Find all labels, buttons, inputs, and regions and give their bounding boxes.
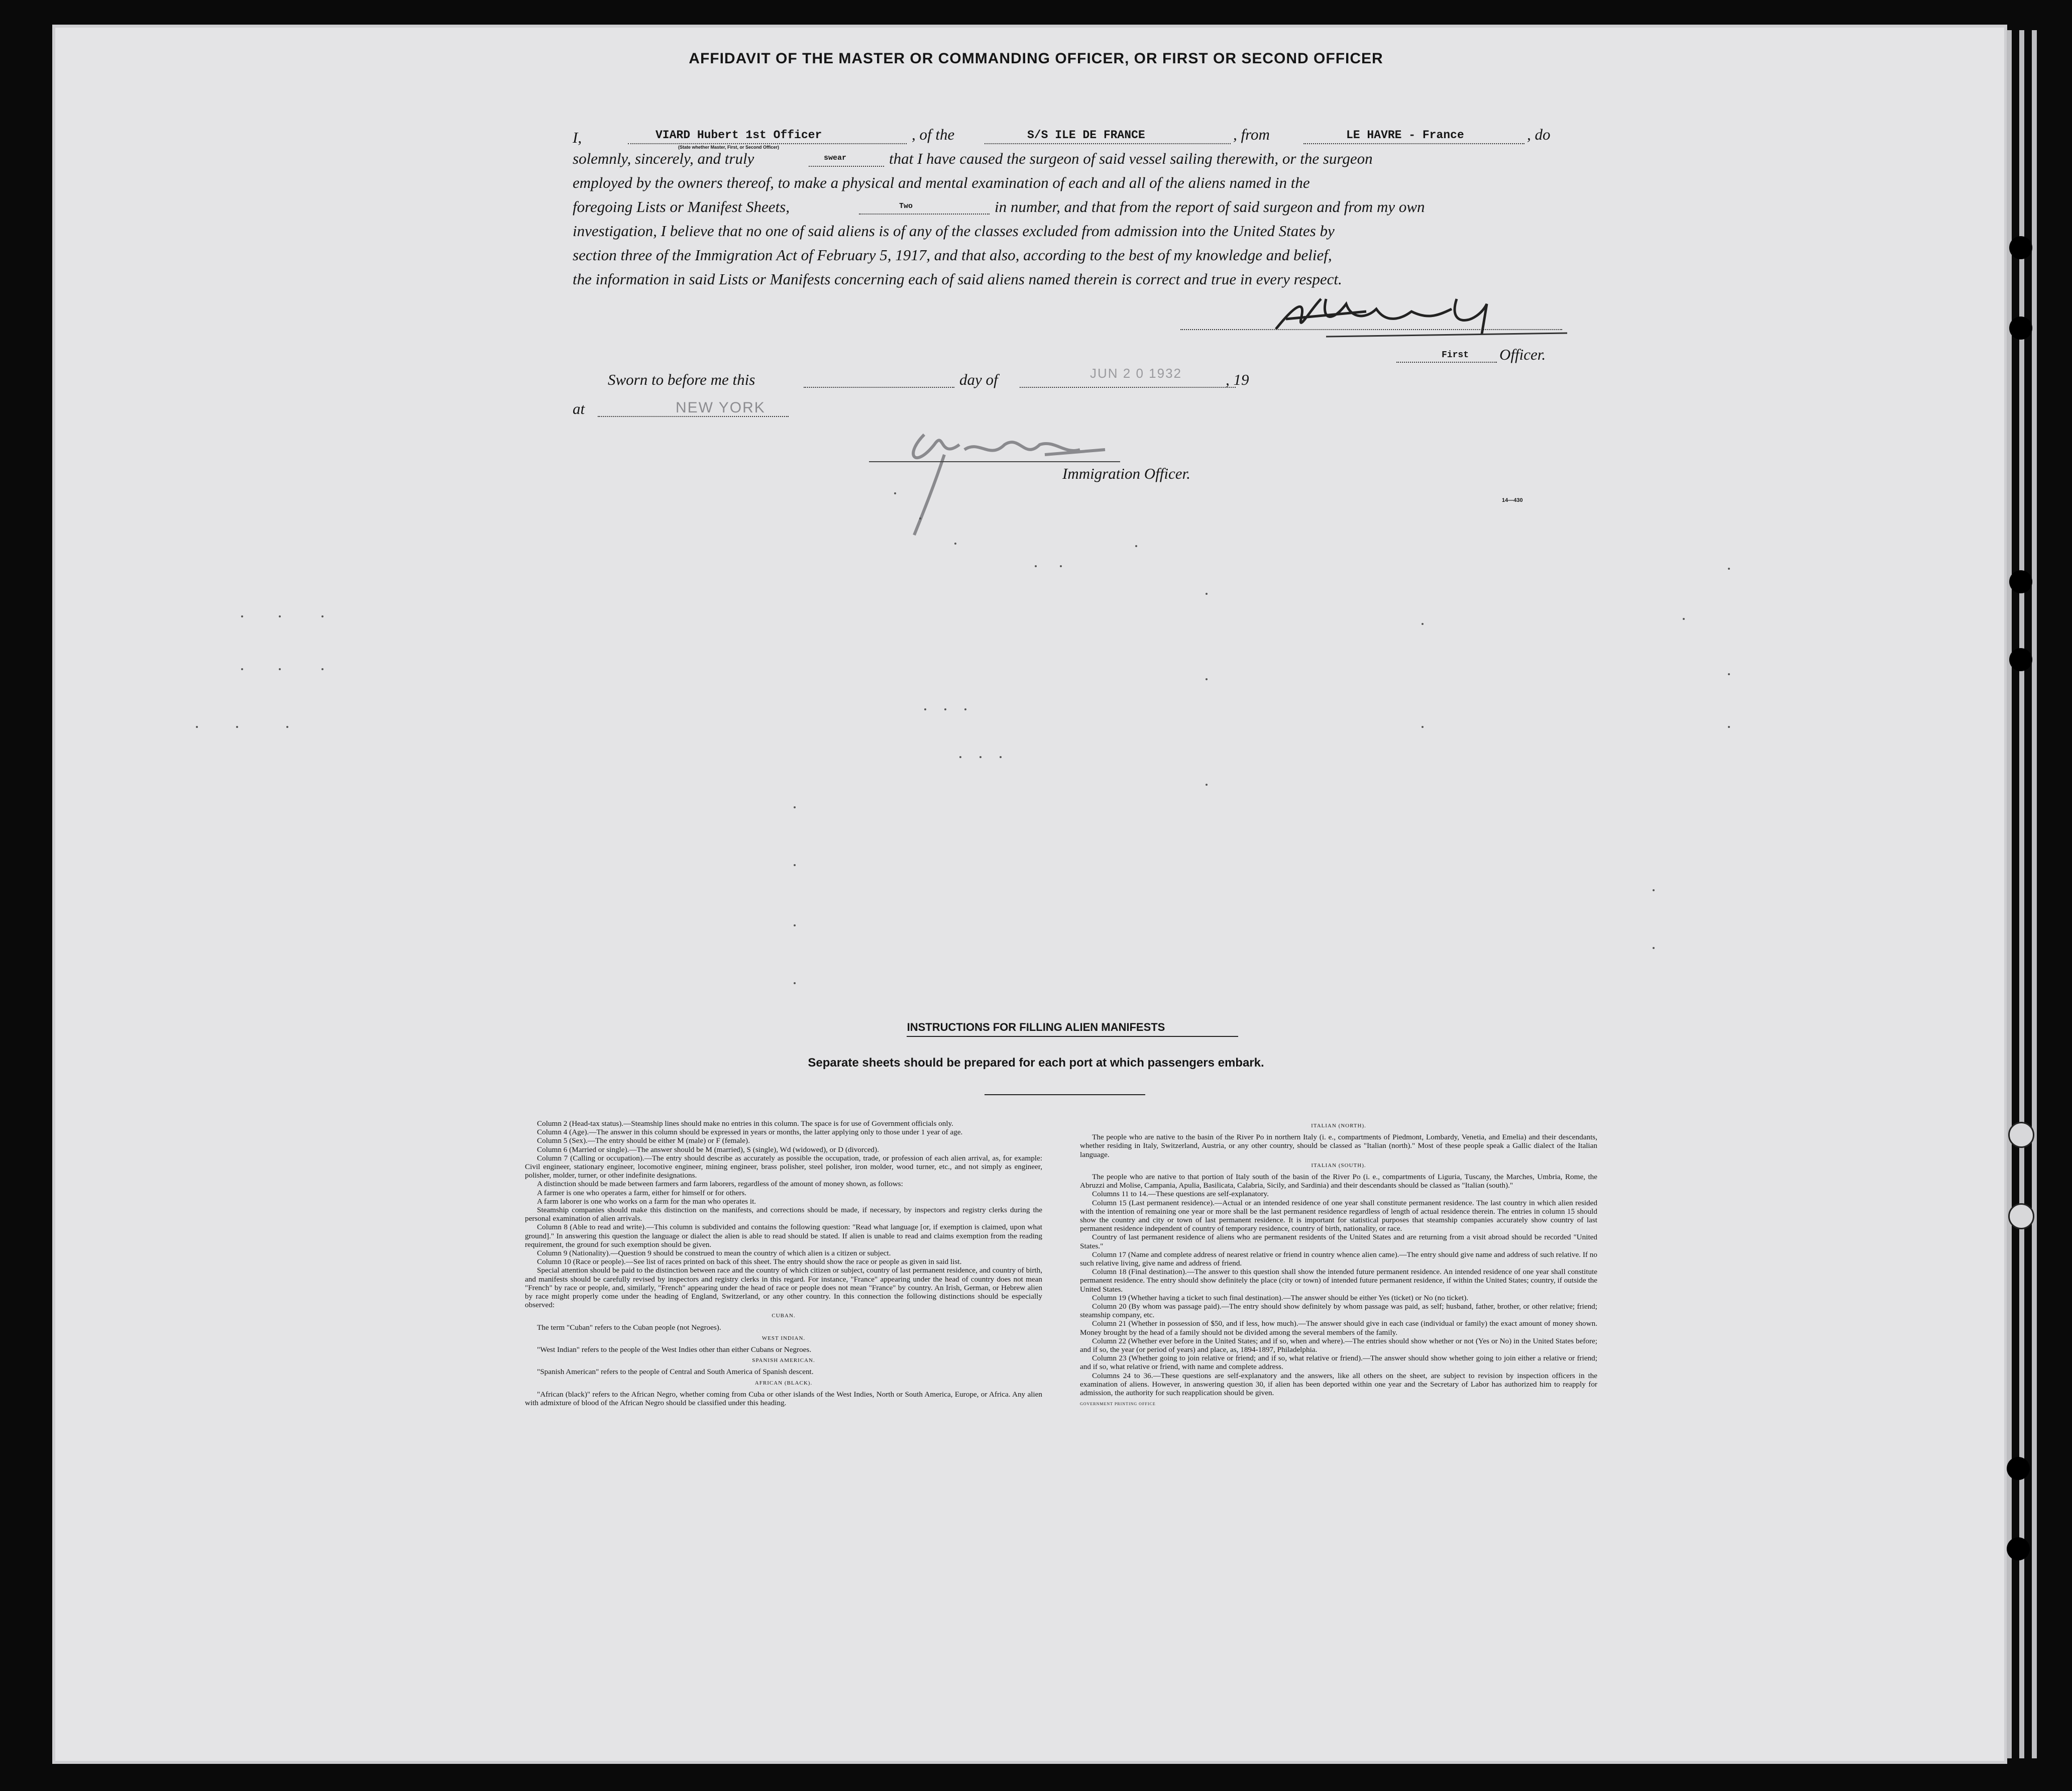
fill-line: [804, 387, 954, 388]
instruction-item: A farmer is one who operates a farm, either for himself or for others.: [537, 1188, 747, 1197]
section-heading: AFRICAN (BLACK).: [754, 1380, 813, 1386]
sworn-text: , 19: [1226, 371, 1249, 388]
affidavit-text: , from: [1233, 126, 1270, 143]
instructions-subtitle: Separate sheets should be prepared for each port at which passengers embark.: [808, 1056, 1264, 1070]
affidavit-text: in number, and that from the report of said surgeon and from my own: [995, 198, 1425, 216]
section-heading: WEST INDIAN.: [761, 1335, 806, 1341]
instruction-item: Country of last permanent residence of aliens who are permanent residents of the United States and are returning from a visit abroad should be recorded "United States.": [1080, 1233, 1597, 1250]
officer-name-field: VIARD Hubert 1st Officer: [656, 129, 822, 142]
fill-line: [809, 166, 884, 167]
instruction-item: Column 5 (Sex).—The entry should be either M (male) or F (female).: [537, 1136, 750, 1145]
instructions-left-column: [525, 1119, 1042, 1407]
section-heading: CUBAN.: [772, 1313, 796, 1319]
vessel-field: S/S ILE DE FRANCE: [1027, 129, 1145, 142]
fill-line: [1396, 362, 1497, 363]
affidavit-text: , of the: [912, 126, 955, 143]
punch-hole: [2009, 570, 2032, 593]
instruction-item: Column 21 (Whether in possession of $50, and if less, how much).—The answer should give in each case (individual or family) the exact amount of money shown. Money brought by the head of a family should not be divided among the several members of the family.: [1080, 1319, 1597, 1337]
printer-imprint: GOVERNMENT PRINTING OFFICE: [1080, 1402, 1156, 1407]
punch-hole: [2008, 1203, 2034, 1229]
sworn-text: Sworn to before me this: [608, 371, 755, 388]
instruction-item: Column 4 (Age).—The answer in this column should be expressed in years or months, the latter applying only to those under 1 year of age.: [537, 1128, 963, 1137]
affidavit-text: the information in said Lists or Manifests concerning each of said aliens named therein is correct and true in every respect.: [573, 270, 1342, 288]
affidavit-text: , do: [1527, 126, 1551, 143]
instruction-item: A distinction should be made between farmers and farm laborers, regardless of the amount of money shown, as follows:: [537, 1180, 903, 1189]
section-heading: SPANISH AMERICAN.: [752, 1357, 815, 1364]
form-number: 14—430: [1502, 497, 1523, 503]
affidavit-text: section three of the Immigration Act of February 5, 1917, and that also, according to the best of my knowledge and belief,: [573, 246, 1332, 264]
instruction-item: Special attention should be paid to the distinction between race and the country of which citizen or subject, country of last permanent residence, and country of birth, and manifests should be carefully revised by inspectors and registry clerks in this regard. For instance, "France" appearing under the head of country does not mean "French" by race or people, and, similarly, "French" appearing under the head of race or people does not mean "France" by country. An Irish, German, or Hebrew alien by race might properly come under the heading of England, Switzerland, or any other country. In this connection the following distinctions should be especially observed:: [525, 1266, 1042, 1310]
instruction-item: Column 20 (By whom was passage paid).—The entry should show definitely by whom passage was paid, as self; husband, father, brother, or other relative; friend; steamship company, etc.: [1080, 1302, 1597, 1320]
fill-line: [985, 143, 1231, 144]
instruction-item: Column 19 (Whether having a ticket to such final destination).—The answer should be either Yes (ticket) or No (no ticket).: [1092, 1293, 1469, 1302]
instruction-item: Steamship companies should make this distinction on the manifests, and corrections should be made, if necessary, by inspectors and registry clerks during the personal examination of alien arrivals.: [525, 1206, 1042, 1223]
officer-note: (State whether Master, First, or Second Officer): [678, 145, 780, 150]
instruction-item: Column 2 (Head-tax status).—Steamship lines should make no entries in this column. The space is for use of Government officials only.: [537, 1119, 953, 1128]
signer-title-fill: First: [1442, 350, 1469, 360]
title-rule: [907, 1036, 1238, 1037]
instruction-item: Column 9 (Nationality).—Question 9 should be construed to mean the country of which alien is a citizen or subject.: [537, 1249, 891, 1258]
instruction-item: "West Indian" refers to the people of the West Indies other than either Cubans or Negroes.: [537, 1345, 812, 1354]
instruction-item: Column 15 (Last permanent residence).—Actual or an intended residence of one year shall constitute permanent residence. The last country in which alien resided with the intention of remaining one year or more shall be the last permanent residence regardless of length of actual residence therein. The entries in column 15 should show the country and city or town of last permanent residence. It is important for statistical purposes that steamship companies accurately show country of last permanent residence independent of country of temporary residence, country of birth, nationality, or race.: [1080, 1198, 1597, 1233]
signer-title: Officer.: [1499, 346, 1546, 363]
sheet-count-field: Two: [899, 202, 913, 210]
instruction-item: Column 10 (Race or people).—See list of races printed on back of this sheet. The entry should show the race or people as given in said list.: [537, 1257, 962, 1267]
instruction-item: The people who are native to that portion of Italy south of the basin of the River Po (i. e., compartments of Liguria, Tuscany, the Marches, Umbria, Rome, the Abruzzi and Molise, Campania, Apulia, Basilicata, Calabria, Sicily, and Sardinia) and their descendants should be classed as "Italian (south).": [1080, 1173, 1597, 1190]
instruction-item: "African (black)" refers to the African Negro, whether coming from Cuba or other islands of the West Indies, North or South America, Europe, or Africa. Any alien with admixture of blood of the African Negro should be classified under this heading.: [525, 1390, 1042, 1408]
instruction-item: Columns 11 to 14.—These questions are self-explanatory.: [1092, 1190, 1269, 1199]
instruction-item: Column 23 (Whether going to join relative or friend; and if so, what relative or friend).—The answer should show whether going to join either a relative or friend; and if so, what relative or friend, with name and complete address.: [1080, 1354, 1597, 1372]
sworn-at: at: [573, 400, 585, 417]
affidavit-text: solemnly, sincerely, and truly: [573, 150, 754, 167]
section-heading: ITALIAN (NORTH).: [1311, 1123, 1366, 1129]
affidavit-text: employed by the owners thereof, to make a physical and mental examination of each and all of the aliens named in the: [573, 174, 1310, 191]
punch-hole: [2009, 236, 2032, 259]
punch-hole: [2009, 317, 2032, 340]
page-edge: [2032, 30, 2037, 1758]
instruction-item: Column 8 (Able to read and write).—This column is subdivided and contains the following question: "Read what language [or, if exemption is claimed, upon what ground]." In answering this question the language or dialect the alien is able to read should be stated. If alien is unable to read and claims exemption from the reading requirement, the ground for such exemption should be given.: [525, 1223, 1042, 1249]
fill-line: [1303, 143, 1524, 144]
port-field: LE HAVRE - France: [1346, 129, 1464, 142]
instruction-item: Column 18 (Final destination).—The answer to this question shall show the intended future permanent residence. An intended residence of one year shall constitute permanent residence. The entry should show definitely the place (city or town) of intended future permanent residence, if within the United States; country, if outside the United States.: [1080, 1268, 1597, 1294]
date-stamp: JUN 2 0 1932: [1090, 366, 1182, 381]
page-edge: [2019, 30, 2024, 1758]
section-heading: ITALIAN (SOUTH).: [1311, 1162, 1366, 1169]
officer-title: Immigration Officer.: [1062, 465, 1190, 482]
title-rule: [985, 1094, 1145, 1095]
affidavit-title: AFFIDAVIT OF THE MASTER OR COMMANDING OFFICER, OR FIRST OR SECOND OFFICER: [689, 50, 1383, 67]
instruction-item: Column 7 (Calling or occupation).—The entry should describe as accurately as possible the occupation, trade, or profession of each alien arrival, as, for example: Civil engineer, stationary engineer, locomotive engineer, mining engineer, brass polisher, steel polisher, iron molder, wood turner, etc., and not simply as engineer, polisher, molder, turner, or other indefinite designations.: [525, 1153, 1042, 1180]
fill-line: [1020, 387, 1236, 388]
punch-hole: [2008, 1122, 2034, 1148]
instruction-item: A farm laborer is one who works on a farm for the man who operates it.: [537, 1197, 756, 1206]
master-signature: [1266, 289, 1577, 344]
punch-hole: [2007, 1537, 2030, 1560]
instruction-item: "Spanish American" refers to the people of Central and South America of Spanish descent.: [537, 1367, 814, 1377]
fill-line: [859, 214, 990, 215]
instruction-item: The people who are native to the basin of the River Po in northern Italy (i. e., compartments of Piedmont, Lombardy, Venetia, and Emelia) and their descendants, whether residing in Italy, Switzerland, Austria, or any other country, should be classed as "Italian (north)." Most of these people speak a Gallic dialect of the Italian language.: [1080, 1133, 1597, 1159]
affidavit-text: foregoing Lists or Manifest Sheets,: [573, 198, 790, 216]
fill-line: [598, 416, 789, 417]
instruction-item: The term "Cuban" refers to the Cuban people (not Negroes).: [537, 1323, 721, 1332]
oath-field: swear: [824, 154, 847, 162]
instruction-item: Column 22 (Whether ever before in the United States; and if so, when and where).—The entries should show whether or not (Yes or No) in the United States before; and if so, the year (or period of years) and place, as, 1894-1897, Philadelphia.: [1080, 1336, 1597, 1354]
instruction-item: Column 17 (Name and complete address of nearest relative or friend in country whence alien came).—The entry should give name and address of such relative. If no such relative living, give name and address of friend.: [1080, 1250, 1597, 1268]
signature-line: [869, 461, 1120, 462]
affidavit-text: I,: [573, 129, 582, 146]
punch-hole: [2009, 648, 2032, 671]
punch-hole: [2007, 1457, 2030, 1480]
instructions-title: INSTRUCTIONS FOR FILLING ALIEN MANIFESTS: [907, 1021, 1165, 1033]
instruction-item: Columns 24 to 36.—These questions are self-explanatory and the answers, like all others on the sheet, are subject to revision by inspection officers in the examination of aliens. However, in answering question 30, if alien has been deported within one year and the Secretary of Labor has authorized him to reapply for admission, the authority for such reapplication should be given.: [1080, 1371, 1597, 1398]
instruction-item: Column 6 (Married or single).—The answer should be M (married), S (single), Wd (widowed), or D (divorced).: [537, 1145, 879, 1154]
affidavit-text: investigation, I believe that no one of said aliens is of any of the classes excluded from admission into the United States by: [573, 222, 1335, 240]
instructions-right-column: [1080, 1119, 1597, 1411]
fill-line: [628, 143, 907, 144]
place-stamp: NEW YORK: [676, 399, 766, 416]
affidavit-text: that I have caused the surgeon of said vessel sailing therewith, or the surgeon: [889, 150, 1373, 167]
sworn-text: day of: [959, 371, 998, 388]
page-edge: [2007, 30, 2012, 1758]
